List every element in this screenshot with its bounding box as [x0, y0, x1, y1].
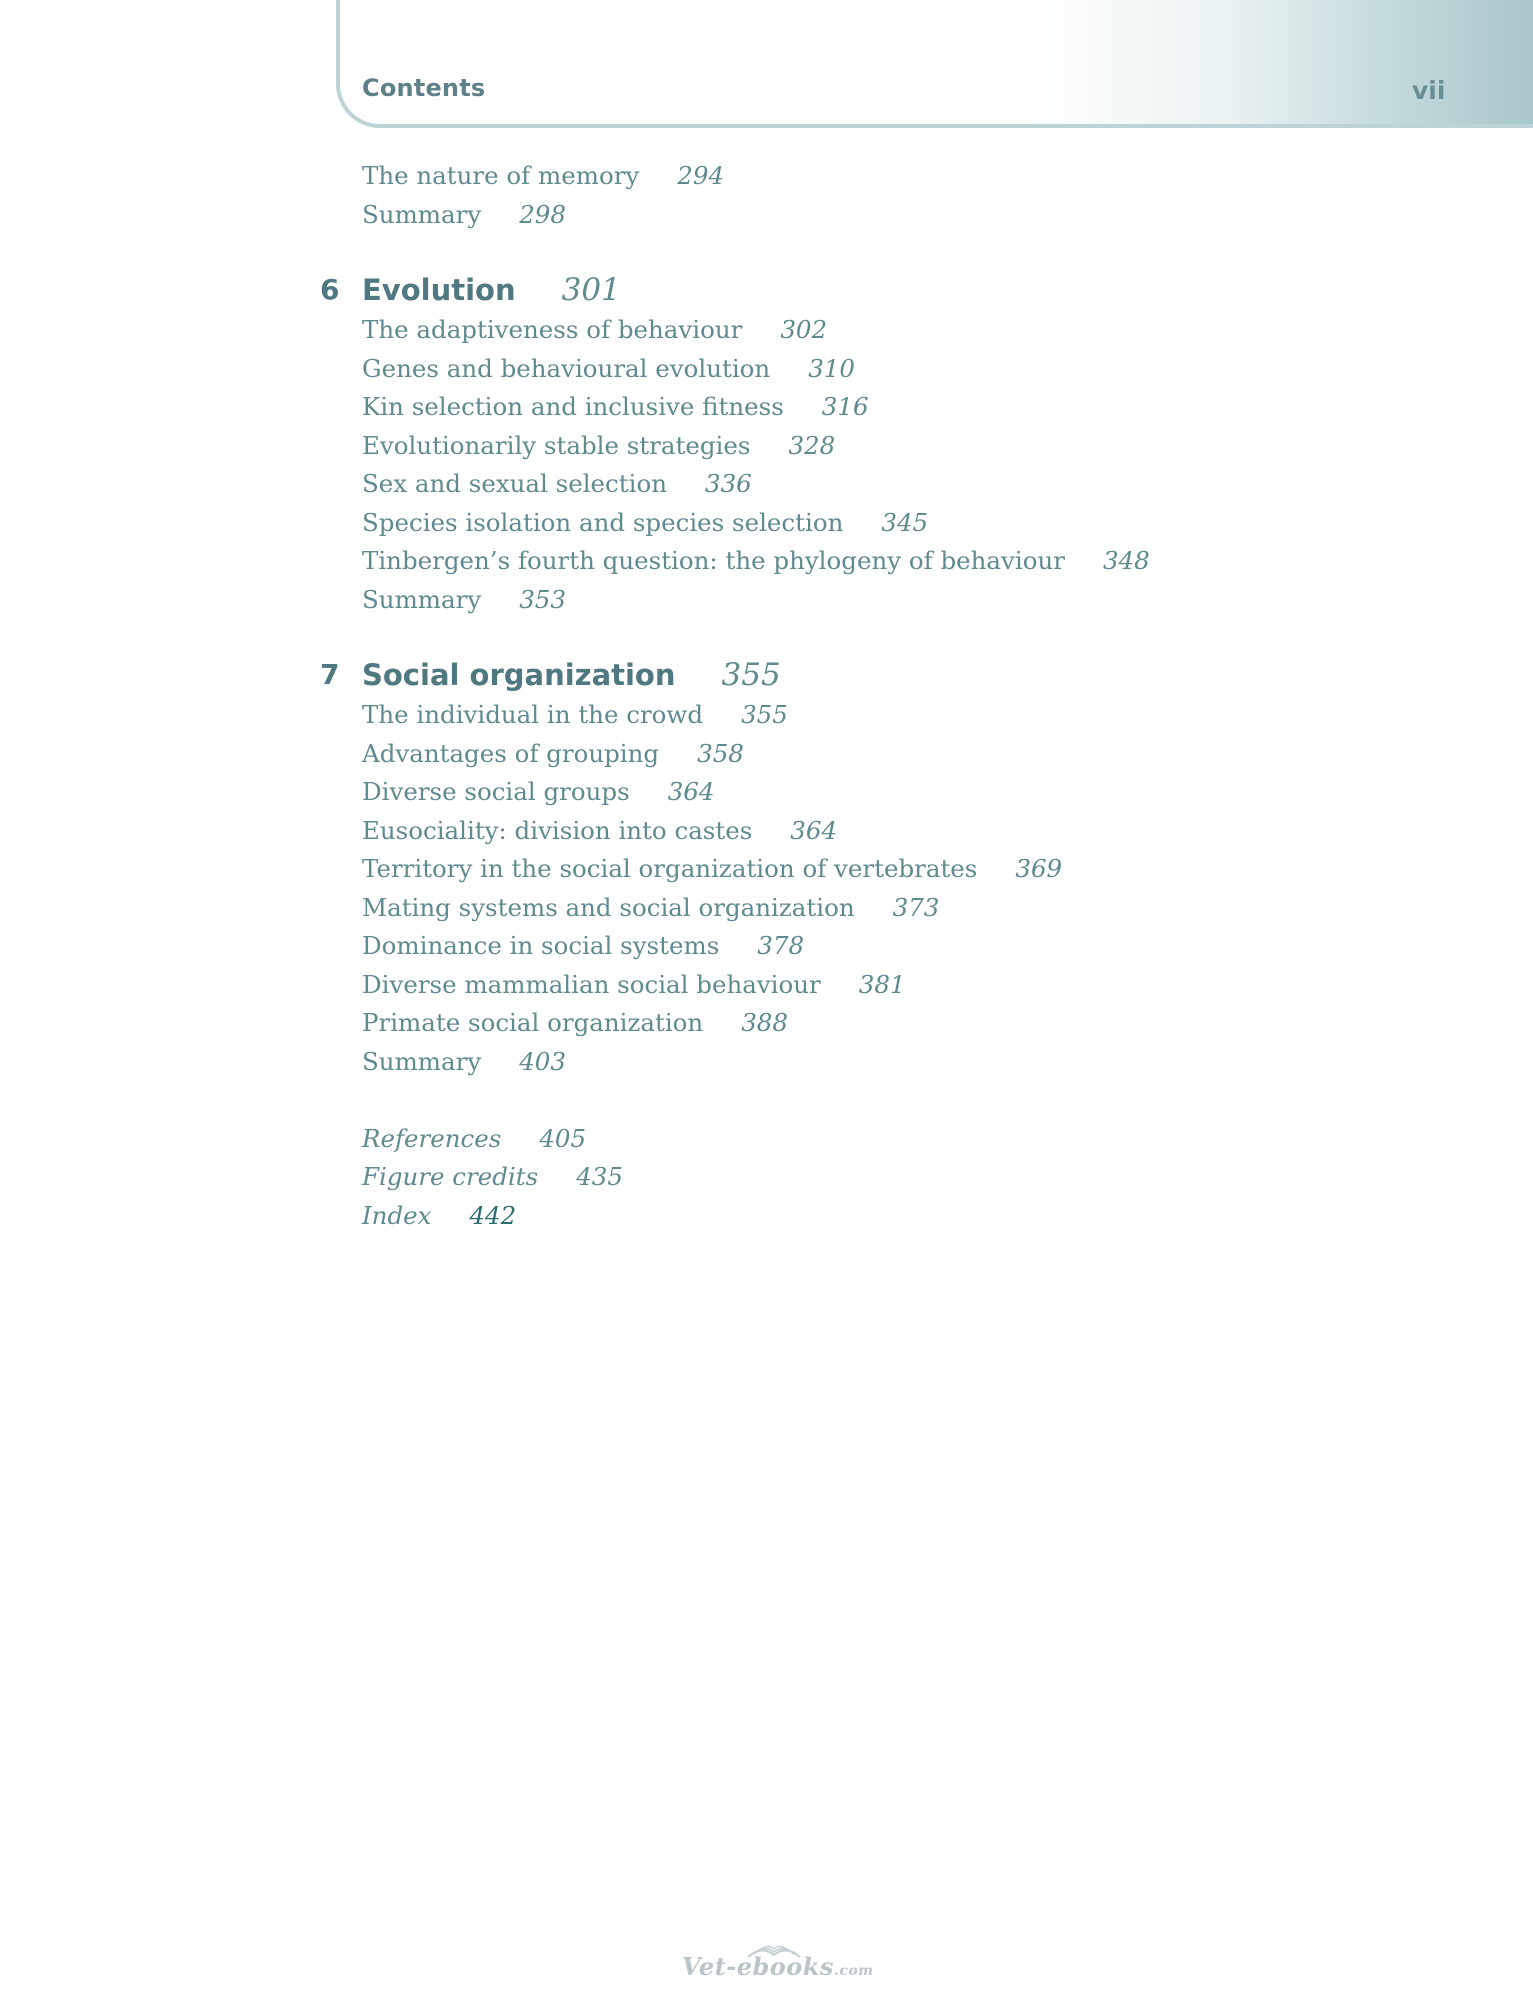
toc-entry[interactable] [362, 469, 752, 498]
chapter-heading[interactable] [362, 657, 781, 693]
chapter-number: 7 [320, 658, 340, 691]
toc-entry-page: 364 [790, 816, 838, 845]
chapter-title: Evolution [362, 273, 516, 307]
toc-entry-title: Summary [362, 1047, 482, 1076]
toc-entry[interactable] [362, 1047, 566, 1076]
toc-entry-page: 316 [821, 392, 869, 421]
backmatter-title: Figure credits [362, 1162, 539, 1191]
toc-entry-page: 298 [519, 200, 566, 229]
toc-entry[interactable] [362, 931, 805, 960]
page-header-band [336, 0, 1533, 128]
backmatter-entry[interactable] [362, 1124, 587, 1153]
watermark-logo [682, 1952, 874, 1981]
toc-entry-page: 403 [519, 1047, 566, 1076]
chapter-page: 355 [721, 657, 781, 693]
backmatter-title: References [362, 1124, 502, 1153]
toc-entry-title: Diverse mammalian social behaviour [362, 970, 821, 999]
chapter-title: Social organization [362, 658, 676, 692]
toc-entry[interactable] [362, 546, 1150, 575]
toc-entry-title: Species isolation and species selection [362, 508, 844, 537]
running-head-title: Contents [362, 74, 486, 102]
backmatter-page: 442 [469, 1201, 517, 1230]
toc-entry[interactable] [362, 854, 1063, 883]
toc-entry-title: The individual in the crowd [362, 700, 704, 729]
toc-entry[interactable] [362, 392, 869, 421]
toc-entry-page: 378 [757, 931, 805, 960]
toc-entry[interactable] [362, 700, 788, 729]
toc-entry-title: Eusociality: division into castes [362, 816, 753, 845]
toc-entry-page: 302 [780, 315, 828, 344]
backmatter-entry[interactable] [362, 1201, 517, 1230]
toc-entry-page: 369 [1015, 854, 1063, 883]
watermark-suffix: .com [833, 1963, 874, 1979]
toc-entry-page: 373 [892, 893, 940, 922]
toc-entry-page: 388 [741, 1008, 788, 1037]
toc-entry-title: Territory in the social organization of vertebrates [362, 854, 978, 883]
toc-entry-title: Tinbergen’s fourth question: the phylogeny of behaviour [362, 546, 1065, 575]
backmatter-page: 405 [539, 1124, 587, 1153]
toc-entry[interactable] [362, 161, 725, 190]
toc-entry-page: 358 [697, 739, 744, 768]
toc-entry[interactable] [362, 508, 929, 537]
toc-entry-title: Mating systems and social organization [362, 893, 855, 922]
running-head-page-number: vii [1412, 76, 1446, 105]
backmatter-title: Index [362, 1201, 432, 1230]
toc-entry-page: 348 [1102, 546, 1150, 575]
toc-entry[interactable] [362, 354, 855, 383]
toc-entry-page: 364 [667, 777, 715, 806]
toc-entry-title: Sex and sexual selection [362, 469, 667, 498]
toc-entry-page: 294 [677, 161, 725, 190]
toc-entry-page: 355 [741, 700, 788, 729]
toc-entry[interactable] [362, 431, 836, 460]
toc-entry-title: Diverse social groups [362, 777, 630, 806]
toc-entry[interactable] [362, 315, 828, 344]
toc-entry-page: 328 [788, 431, 836, 460]
toc-entry-title: Primate social organization [362, 1008, 704, 1037]
toc-entry-title: Advantages of grouping [362, 739, 660, 768]
chapter-page: 301 [561, 272, 621, 308]
toc-entry[interactable] [362, 739, 744, 768]
toc-entry-title: The nature of memory [362, 161, 640, 190]
toc-entry-title: Summary [362, 585, 482, 614]
toc-entry-title: Kin selection and inclusive fitness [362, 392, 784, 421]
chapter-number: 6 [320, 273, 340, 306]
toc-entry-page: 310 [808, 354, 855, 383]
toc-entry-page: 336 [704, 469, 752, 498]
toc-entry[interactable] [362, 200, 566, 229]
backmatter-entry[interactable] [362, 1162, 623, 1191]
toc-entry-title: The adaptiveness of behaviour [362, 315, 743, 344]
backmatter-page: 435 [576, 1162, 623, 1191]
toc-entry-page: 353 [519, 585, 566, 614]
toc-entry[interactable] [362, 816, 838, 845]
chapter-heading[interactable] [362, 272, 621, 308]
toc-entry-title: Evolutionarily stable strategies [362, 431, 751, 460]
toc-entry-page: 381 [858, 970, 906, 999]
toc-entry-title: Genes and behavioural evolution [362, 354, 771, 383]
toc-entry[interactable] [362, 1008, 788, 1037]
toc-entry[interactable] [362, 893, 940, 922]
toc-entry-title: Summary [362, 200, 482, 229]
watermark-text: Vet-ebooks [682, 1952, 834, 1981]
toc-entry[interactable] [362, 585, 566, 614]
toc-entry[interactable] [362, 777, 715, 806]
toc-entry[interactable] [362, 970, 906, 999]
toc-entry-page: 345 [881, 508, 929, 537]
toc-entry-title: Dominance in social systems [362, 931, 720, 960]
